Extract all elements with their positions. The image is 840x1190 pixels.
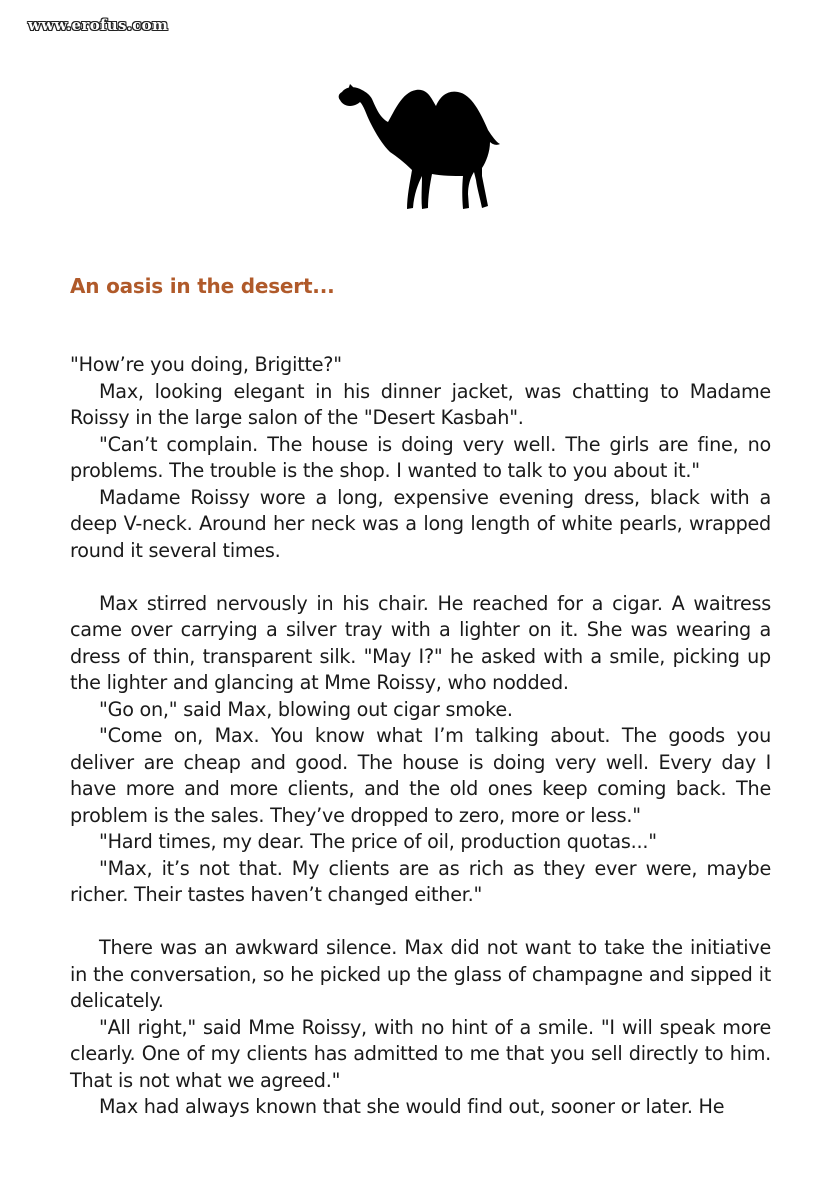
paragraph: "Go on," said Max, blowing out cigar smoke. [99, 697, 513, 721]
paragraph: "Max, it’s not that. My clients are as rich as they ever were, maybe richer. Their tastes haven’t changed either." [70, 856, 771, 906]
paragraph: "How’re you doing, Brigitte?" [70, 353, 342, 376]
paragraph: "Come on, Max. You know what I’m talking about. The goods you deliver are cheap and good. The house is doing very well. Every day I have more and more clients, and the old ones keep coming back. The problem is the sales. They’ve dropped to zero, more or less." [70, 724, 771, 827]
paragraph: Max, looking elegant in his dinner jacket, was chatting to Madame Roissy in the large salon of the "Desert Kasbah". [70, 379, 771, 429]
paragraph: "Hard times, my dear. The price of oil, production quotas..." [99, 830, 657, 853]
paragraph-break [70, 564, 771, 591]
watermark: www.erofus.com [28, 16, 169, 34]
paragraph: Max stirred nervously in his chair. He reached for a cigar. A waitress came over carrying a silver tray with a lighter on it. She was wearing a dress of thin, transparent silk. "May I?" he asked with a smile, picking up the lighter and glancing at Mme Roissy, who nodded. [70, 591, 771, 694]
paragraph: There was an awkward silence. Max did not want to take the initiative in the conversation, so he picked up the glass of champagne and sipped it delicately. [70, 936, 771, 1012]
paragraph: "All right," said Mme Roissy, with no hint of a smile. "I will speak more clearly. One of my clients has admitted to me that you sell directly to him. That is not what we agreed." [70, 1015, 771, 1092]
paragraph-break [70, 909, 771, 936]
chapter-title: An oasis in the desert... [70, 274, 335, 298]
paragraph: "Can’t complain. The house is doing very well. The girls are fine, no problems. The trouble is the shop. I wanted to talk to you about it." [70, 432, 771, 482]
camel-silhouette-icon [336, 82, 506, 214]
paragraph: Madame Roissy wore a long, expensive evening dress, black with a deep V-neck. Around her neck was a long length of white pearls, wrapped round it several times. [70, 485, 771, 562]
body-text [70, 352, 771, 1121]
paragraph: Max had always known that she would find out, sooner or later. He [99, 1095, 725, 1118]
